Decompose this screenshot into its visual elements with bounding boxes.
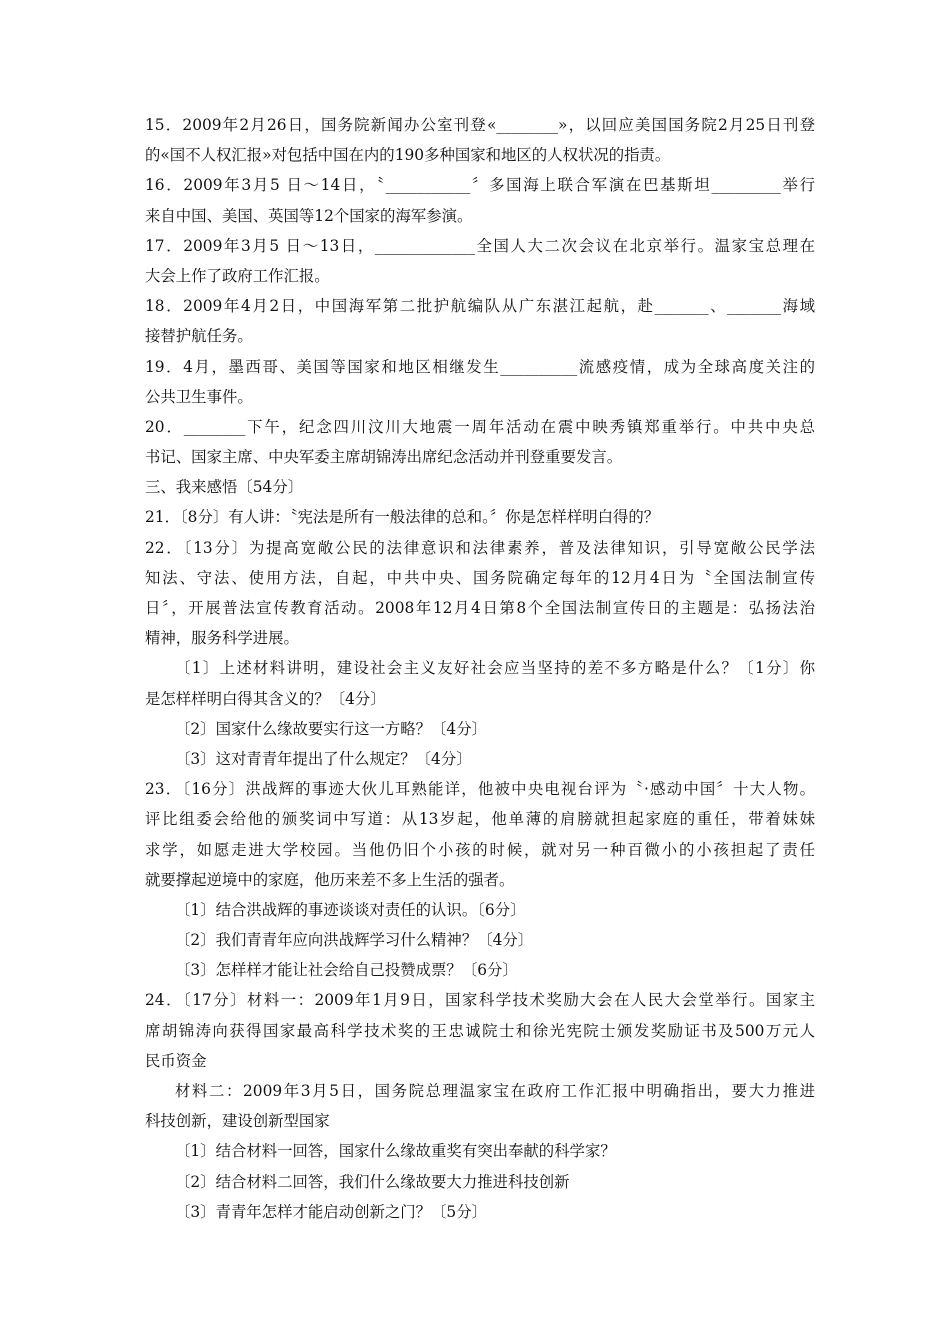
text-line: 席胡锦涛向获得国家最高科学技术奖的王忠诚院士和徐光宪院士颁发奖励证书及500万元人 xyxy=(145,1021,815,1040)
text-line: 来自中国、美国、英国等12个国家的海军参演。 xyxy=(145,206,473,225)
text-line: 16．2009年3月5 日～14日，〝___________〞多国海上联合军演在巴基斯坦_________举行 xyxy=(145,176,815,195)
text-line: 的«国不人权汇报»对包括中国在内的190多种国家和地区的人权状况的指责。 xyxy=(145,146,671,165)
text-line: 〔2〕结合材料二回答，我们什么缘故要大力推进科技创新 xyxy=(175,1172,570,1191)
text-line: 24．〔17分〕材料一：2009年1月9日，国家科学技术奖励大会在人民大会堂举行。国家主 xyxy=(145,991,815,1010)
text-line: 22．〔13分〕为提高宽敞公民的法律意识和法律素养，普及法律知识，引导宽敞公民学法 xyxy=(145,538,815,557)
text-line: 〔3〕这对青青年提出了什么规定？〔4分〕 xyxy=(175,749,472,768)
text-line: 〔1〕上述材料讲明，建设社会主义友好社会应当坚持的差不多方略是什么？〔1分〕你 xyxy=(175,659,815,678)
text-line: 大会上作了政府工作汇报。 xyxy=(145,266,330,285)
text-line: 〔3〕青青年怎样才能启动创新之门？〔5分〕 xyxy=(175,1202,488,1221)
text-line: 接替护航任务。 xyxy=(145,327,253,346)
text-line: 18．2009年4月2日，中国海军第二批护航编队从广东湛江起航，赴_______、_______海域 xyxy=(145,297,815,316)
text-line: 是怎样样明白得其含义的？〔4分〕 xyxy=(145,689,386,708)
text-line: 23．〔16分〕洪战辉的事迹大伙儿耳熟能详，他被中央电视台评为〝·感动中国〞十大人物。 xyxy=(145,780,815,799)
text-line: 〔1〕结合材料一回答，国家什么缘故重奖有突出奉献的科学家？ xyxy=(175,1142,616,1161)
text-line: 19．4月，墨西哥、美国等国家和地区相继发生__________流感疫情，成为全球高度关注的 xyxy=(145,357,815,376)
text-line: 〔2〕国家什么缘故要实行这一方略？〔4分〕 xyxy=(175,719,488,738)
text-line: 评比组委会给他的颁奖词中写道：从13岁起，他单薄的肩膀就担起家庭的重任，带着妹妹 xyxy=(145,810,815,829)
text-line: 材料二：2009年3月5日，国务院总理温家宝在政府工作汇报中明确指出，要大力推进 xyxy=(175,1082,815,1100)
text-line: 公共卫生事件。 xyxy=(145,387,253,406)
text-line: 三、我来感悟〔54分〕 xyxy=(145,478,304,497)
text-line: 20．________下午，纪念四川汶川大地震一周年活动在震中映秀镇郑重举行。中共中央总 xyxy=(145,417,815,436)
text-line: 就要撑起逆境中的家庭，他历来差不多上生活的强者。 xyxy=(145,870,515,889)
text-line: 17．2009年3月5 日～13日，_____________全国人大二次会议在北京举行。温家宝总理在 xyxy=(145,236,815,255)
text-line: 〔2〕我们青青年应向洪战辉学习什么精神？〔4分〕 xyxy=(175,931,534,950)
text-line: 15．2009年2月26日，国务院新闻办公室刊登«________»，以回应美国国务院2月25日刊登 xyxy=(145,116,815,134)
text-line: 科技创新，建设创新型国家 xyxy=(145,1112,330,1131)
text-line: 〔3〕怎样样才能让社会给自己投赞成票？〔6分〕 xyxy=(175,961,518,980)
text-line: 民币资金 xyxy=(145,1051,207,1070)
document-page xyxy=(145,110,815,1227)
text-line: 精神，服务科学进展。 xyxy=(145,629,299,648)
text-line: 求学，如愿走进大学校园。当他仍旧个小孩的时候，就对另一种百微小的小孩担起了责任 xyxy=(145,840,815,859)
text-line: 日〞，开展普法宣传教育活动。2008年12月4日第8个全国法制宣传日的主题是：弘扬法治 xyxy=(145,599,815,617)
text-line: 21．〔8分〕有人讲：〝宪法是所有一般法律的总和。〞你是怎样样明白得的？ xyxy=(145,508,660,527)
text-line: 知法、守法、使用方法，自起，中共中央、国务院确定每年的12月4日为〝全国法制宣传 xyxy=(145,568,815,587)
text-line: 书记、国家主席、中央军委主席胡锦涛出席纪念活动并刊登重要发言。 xyxy=(145,448,623,467)
text-line: 〔1〕结合洪战辉的事迹谈谈对责任的认识。〔6分〕 xyxy=(175,900,526,919)
